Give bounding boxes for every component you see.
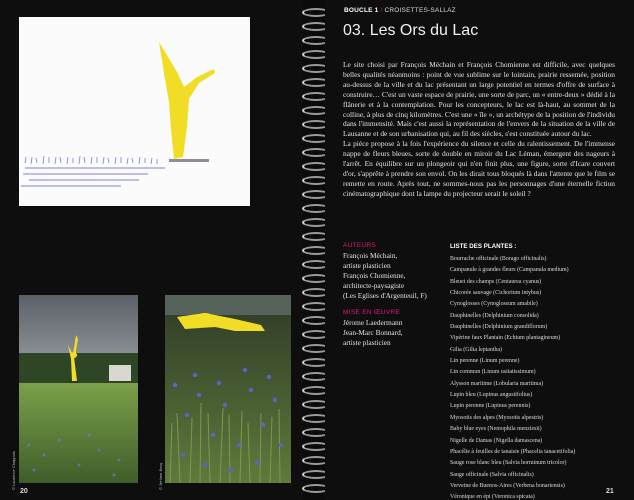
plant-item: Lin commun (Linum usitatissimum) — [450, 369, 536, 376]
credits-column — [343, 241, 443, 348]
header-place: CROISETTES-SALLAZ — [384, 7, 456, 14]
plant-item: Myosotis des alpes (Myosotis alpestris) — [450, 414, 544, 421]
left-page — [0, 0, 303, 500]
body-text — [343, 60, 615, 199]
plant-item: Lupin perenne (Lupinus perennis) — [450, 403, 531, 410]
plant-item: Phacélie à feuilles de tanaisie (Phacelia tanacetifolia) — [450, 448, 576, 455]
mise-en-oeuvre-label: MISE EN ŒUVRE — [343, 309, 400, 316]
photo-swimmer-flowers — [165, 295, 291, 483]
mise-line: artiste plasticien — [343, 338, 391, 347]
header-route: BOUCLE 1 — [344, 7, 379, 14]
running-header — [344, 7, 456, 14]
photo-golden-figure-field — [19, 295, 138, 483]
plant-item: Dauphinelles (Delphinium consolida) — [450, 312, 539, 319]
plant-item: Dauphinelles (Delphinium grandiflorum) — [450, 324, 548, 331]
page-title: 03. Les Ors du Lac — [343, 22, 479, 39]
photo-credit-b: © Jérôme Bovy — [158, 462, 163, 490]
plant-item: Baby blue eyes (Nemophila menziesii) — [450, 426, 542, 433]
plant-item: Lupin bleu (Lupinus angustifolius) — [450, 392, 533, 399]
plant-item: Sauge officinale (Salvia officinalis) — [450, 471, 534, 478]
plant-item: Sauge rose blanc bleu (Salvia horminum tricolor) — [450, 460, 567, 467]
plant-item: Bourrache officinale (Borago officinalis) — [450, 256, 547, 262]
body-paragraph-1: Le site choisi par François Méchain et François Chomienne est difficile, avec quelques belles qualités néanmoins : point de vue sublime sur le lointain, prairie ressemée, position au-dessus de la ville et du lac présentant un large potentiel en termes d'offre de surface à construire… C'est un vaste espace de prairie, une sorte de parc, un « entre-deux » dédié à la flânerie et à la contemplation. Pour les concepteurs, le lac est là-haut, au sommet de la colline, à plus de cinq kilomètres. C'est une « île », un archétype de la position de l'individu dans l'immensité. Mais c'est aussi la représentation de l'envers de la situation de la ville de Lausanne et de son urbanisation qui, au fil des siècles, s'est constituée autour du lac. — [343, 60, 615, 139]
sketch-illustration — [19, 17, 250, 206]
plant-item: Chicorée sauvage (Cichorium intybus) — [450, 290, 542, 297]
body-paragraph-2: La pièce propose à la fois l'expérience du silence et celle du ralentissement. De l'immense nappe de fleurs bleues, sorte de double en miroir du Lac Léman, émergent des nageurs à l'arrêt. En équilibre sur un plongeoir qui n'en finit plus, une figure, sorte d'Icare couvert d'or, s'apprête à prendre son envol. On les dirait tous bloqués là dans l'attente que le film se remette en route. Après tout, ne sommes-nous pas les personnages d'une éternelle fiction cinématographique dont la lampe du projecteur serait le soleil ? — [343, 139, 615, 198]
plant-item: Nigelle de Damas (Nigella damascena) — [450, 437, 543, 444]
plants-list-title: LISTE DES PLANTES : — [450, 243, 517, 250]
plant-item: Bleuet des champs (Centaurea cyanus) — [450, 278, 542, 285]
photo-credit-a: © Laurence Chappuis — [11, 451, 16, 490]
plant-item: Véronique en épi (Veronica spicata) — [450, 494, 535, 500]
mise-line: Jean-Marc Bonnard, — [343, 328, 403, 337]
plant-item: Verveine de Buenos-Aires (Verbena bonariensis) — [450, 482, 565, 489]
page-number-right: 21 — [606, 488, 614, 495]
auteurs-line: François Chomienne, — [343, 271, 406, 280]
auteurs-line: François Méchain, — [343, 251, 398, 260]
page-number-left: 20 — [20, 488, 28, 495]
plant-item: Alysson maritime (Lobularia maritima) — [450, 380, 544, 387]
plant-item: Cynoglosses (Cynoglossum amabile) — [450, 301, 538, 308]
plant-item: Campanule à grandes fleurs (Campanula medium) — [450, 267, 569, 274]
plants-list — [450, 242, 620, 500]
plant-item: Lin perenne (Linum perenne) — [450, 358, 520, 365]
plant-item: Vipérine faux Plantain (Echium plantagineum) — [450, 335, 561, 342]
header-separator: / — [378, 7, 385, 14]
mise-line: Jérome Laedermann — [343, 318, 403, 327]
auteurs-line: architecte-paysagiste — [343, 281, 405, 290]
auteurs-line: (Les Eglises d'Argenteuil, F) — [343, 291, 427, 300]
plant-item: Gilia (Gilia leptantha) — [450, 346, 503, 353]
auteurs-line: artiste plasticien — [343, 261, 391, 270]
auteurs-label: AUTEURS — [343, 242, 377, 249]
